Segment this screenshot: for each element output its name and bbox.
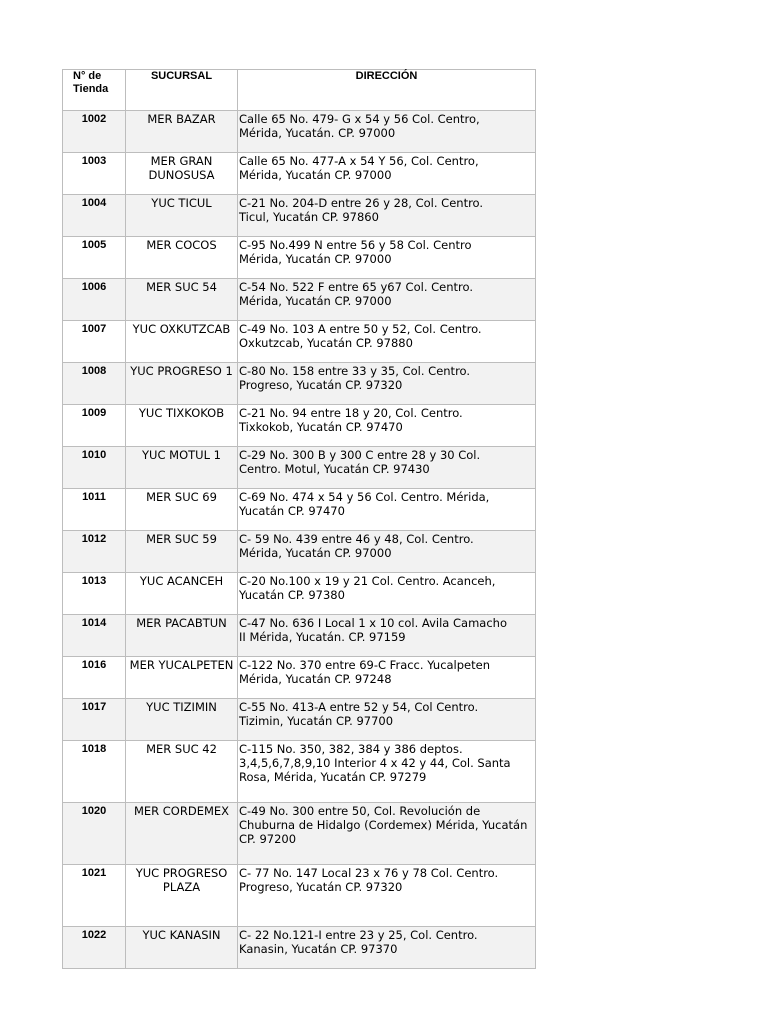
table-row: [63, 153, 536, 195]
table-row: [63, 195, 536, 237]
branch-name: MER BAZAR: [126, 111, 238, 153]
store-number: 1005: [63, 237, 126, 279]
table-row: [63, 573, 536, 615]
address: C-29 No. 300 B y 300 C entre 28 y 30 Col. Centro. Motul, Yucatán CP. 97430: [238, 447, 536, 489]
store-number: 1020: [63, 803, 126, 865]
address: C-20 No.100 x 19 y 21 Col. Centro. Acanceh, Yucatán CP. 97380: [238, 573, 536, 615]
branch-name: YUC TICUL: [126, 195, 238, 237]
store-number: 1017: [63, 699, 126, 741]
store-number: 1007: [63, 321, 126, 363]
branch-name: MER COCOS: [126, 237, 238, 279]
stores-table: [62, 69, 536, 969]
header-row: [63, 70, 536, 111]
table-row: [63, 489, 536, 531]
branch-name: MER SUC 42: [126, 741, 238, 803]
branch-name: YUC ACANCEH: [126, 573, 238, 615]
table-row: [63, 615, 536, 657]
store-number: 1018: [63, 741, 126, 803]
branch-name: MER SUC 54: [126, 279, 238, 321]
table-row: [63, 865, 536, 927]
address: C-122 No. 370 entre 69-C Fracc. Yucalpeten Mérida, Yucatán CP. 97248: [238, 657, 536, 699]
table-row: [63, 741, 536, 803]
store-number: 1022: [63, 927, 126, 969]
store-number: 1021: [63, 865, 126, 927]
table-row: [63, 447, 536, 489]
branch-name: YUC PROGRESO PLAZA: [126, 865, 238, 927]
store-number: 1008: [63, 363, 126, 405]
table-row: [63, 111, 536, 153]
address: C-21 No. 204-D entre 26 y 28, Col. Centro. Ticul, Yucatán CP. 97860: [238, 195, 536, 237]
branch-name: MER CORDEMEX: [126, 803, 238, 865]
header-branch: SUCURSAL: [126, 70, 238, 111]
table-row: [63, 321, 536, 363]
branch-name: MER PACABTUN: [126, 615, 238, 657]
branch-name: YUC OXKUTZCAB: [126, 321, 238, 363]
store-number: 1012: [63, 531, 126, 573]
table-row: [63, 279, 536, 321]
table-row: [63, 405, 536, 447]
table-row: [63, 363, 536, 405]
branch-name: MER GRAN DUNOSUSA: [126, 153, 238, 195]
address: C-55 No. 413-A entre 52 y 54, Col Centro. Tizimin, Yucatán CP. 97700: [238, 699, 536, 741]
branch-name: YUC MOTUL 1: [126, 447, 238, 489]
store-number: 1013: [63, 573, 126, 615]
store-number: 1004: [63, 195, 126, 237]
table-row: [63, 657, 536, 699]
store-number: 1009: [63, 405, 126, 447]
address: C-115 No. 350, 382, 384 y 386 deptos. 3,4,5,6,7,8,9,10 Interior 4 x 42 y 44, Col. Santa Rosa, Mérida, Yucatán CP. 97279: [238, 741, 536, 803]
address: C-95 No.499 N entre 56 y 58 Col. Centro Mérida, Yucatán CP. 97000: [238, 237, 536, 279]
header-address: DIRECCIÓN: [238, 70, 536, 111]
address: C-49 No. 300 entre 50, Col. Revolución de Chuburna de Hidalgo (Cordemex) Mérida, Yucatán CP. 97200: [238, 803, 536, 865]
table-row: [63, 531, 536, 573]
address: Calle 65 No. 479- G x 54 y 56 Col. Centro, Mérida, Yucatán. CP. 97000: [238, 111, 536, 153]
address: C-21 No. 94 entre 18 y 20, Col. Centro. Tixkokob, Yucatán CP. 97470: [238, 405, 536, 447]
table-row: [63, 237, 536, 279]
address: C-47 No. 636 I Local 1 x 10 col. Avila Camacho II Mérida, Yucatán. CP. 97159: [238, 615, 536, 657]
address: C- 77 No. 147 Local 23 x 76 y 78 Col. Centro. Progreso, Yucatán CP. 97320: [238, 865, 536, 927]
address: C-69 No. 474 x 54 y 56 Col. Centro. Mérida, Yucatán CP. 97470: [238, 489, 536, 531]
store-number: 1010: [63, 447, 126, 489]
store-number: 1016: [63, 657, 126, 699]
table-row: [63, 803, 536, 865]
address: Calle 65 No. 477-A x 54 Y 56, Col. Centro, Mérida, Yucatán CP. 97000: [238, 153, 536, 195]
branch-name: YUC TIXKOKOB: [126, 405, 238, 447]
store-number: 1002: [63, 111, 126, 153]
address: C-80 No. 158 entre 33 y 35, Col. Centro. Progreso, Yucatán CP. 97320: [238, 363, 536, 405]
branch-name: YUC TIZIMIN: [126, 699, 238, 741]
table-row: [63, 927, 536, 969]
branch-name: MER YUCALPETEN: [126, 657, 238, 699]
header-store-number: N° de Tienda: [63, 70, 126, 111]
branch-name: YUC PROGRESO 1: [126, 363, 238, 405]
table-row: [63, 699, 536, 741]
branch-name: MER SUC 69: [126, 489, 238, 531]
store-number: 1011: [63, 489, 126, 531]
store-number: 1014: [63, 615, 126, 657]
store-number: 1003: [63, 153, 126, 195]
address: C- 22 No.121-I entre 23 y 25, Col. Centro. Kanasin, Yucatán CP. 97370: [238, 927, 536, 969]
store-number: 1006: [63, 279, 126, 321]
branch-name: YUC KANASIN: [126, 927, 238, 969]
address: C-54 No. 522 F entre 65 y67 Col. Centro. Mérida, Yucatán CP. 97000: [238, 279, 536, 321]
address: C- 59 No. 439 entre 46 y 48, Col. Centro. Mérida, Yucatán CP. 97000: [238, 531, 536, 573]
address: C-49 No. 103 A entre 50 y 52, Col. Centro. Oxkutzcab, Yucatán CP. 97880: [238, 321, 536, 363]
branch-name: MER SUC 59: [126, 531, 238, 573]
